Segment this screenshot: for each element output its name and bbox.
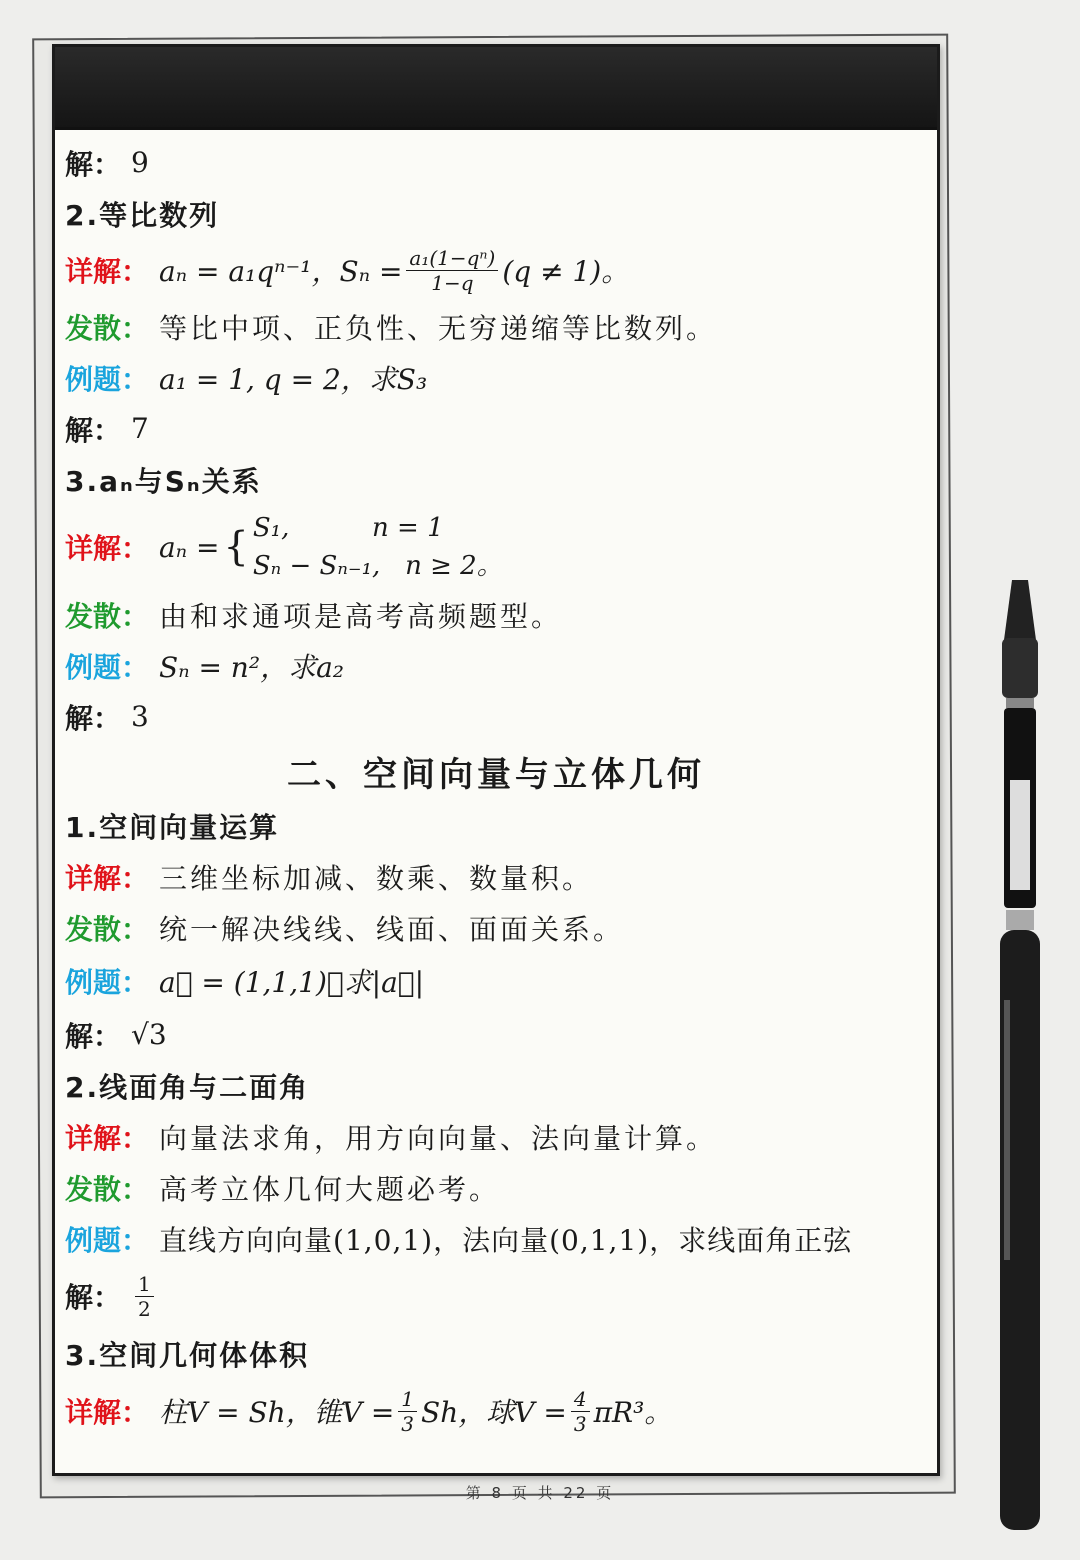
spread-line xyxy=(65,902,927,953)
detail-line xyxy=(65,851,927,902)
solution-value: 9 xyxy=(131,146,149,179)
example-line xyxy=(65,352,927,403)
example-text: a⃗ = (1,1,1)，求|a⃗| xyxy=(159,966,425,999)
detail-label: 详解： xyxy=(65,1396,150,1429)
spread-text: 高考立体几何大题必考。 xyxy=(159,1172,501,1206)
piecewise-formula xyxy=(219,509,502,585)
example-line xyxy=(65,1213,927,1264)
detail-line xyxy=(65,239,927,301)
fraction-numerator: 1 xyxy=(135,1272,154,1297)
notepad-page xyxy=(52,44,940,1476)
detail-label: 详解： xyxy=(65,861,150,895)
detail-text: 三维坐标加减、数乘、数量积。 xyxy=(159,861,594,895)
fraction-denominator: 1−q xyxy=(431,270,474,295)
detail-label: 详解： xyxy=(65,255,150,288)
solution-label: 解： xyxy=(65,1019,122,1053)
solution-value: √3 xyxy=(131,1018,167,1051)
formula-text: Sh，球V = xyxy=(421,1396,567,1429)
formula-text: πR³。 xyxy=(593,1396,673,1429)
solution-line xyxy=(65,691,927,742)
example-label: 例题： xyxy=(65,650,150,684)
piecewise-row: S₁, n = 1 xyxy=(252,513,444,543)
detail-label: 详解： xyxy=(65,1121,150,1155)
solution-line xyxy=(65,1009,927,1060)
spread-label: 发散： xyxy=(65,912,150,946)
spread-line xyxy=(65,1162,927,1213)
example-line xyxy=(65,640,927,691)
piecewise-row: Sₙ − Sₙ₋₁, n ≥ 2。 xyxy=(252,551,503,581)
solution-label: 解： xyxy=(65,413,122,447)
detail-line xyxy=(65,505,927,589)
fraction xyxy=(406,246,498,295)
topic-heading: 1.空间向量运算 xyxy=(65,810,280,844)
fraction-denominator: 3 xyxy=(401,1411,415,1436)
spread-text: 等比中项、正负性、无穷递缩等比数列。 xyxy=(159,311,718,345)
solution-label: 解： xyxy=(65,147,122,181)
topic-heading: 2.等比数列 xyxy=(65,198,220,232)
notepad-header-bar xyxy=(55,47,937,130)
solution-label: 解： xyxy=(65,1281,122,1314)
solution-value: 7 xyxy=(131,412,149,445)
fraction-numerator: 1 xyxy=(398,1387,417,1412)
solution-line xyxy=(65,403,927,454)
example-text: a₁ = 1, q = 2，求S₃ xyxy=(159,362,428,396)
solution-label: 解： xyxy=(65,701,122,735)
spread-text: 由和求通项是高考高频题型。 xyxy=(159,599,563,633)
detail-line xyxy=(65,1111,927,1162)
page-content xyxy=(65,137,927,1443)
formula-text: aₙ = xyxy=(159,530,220,564)
solution-value: 3 xyxy=(131,700,149,733)
example-text: Sₙ = n²，求a₂ xyxy=(159,650,344,684)
detail-label: 详解： xyxy=(65,532,150,565)
brace-symbol: { xyxy=(223,524,249,570)
page-footer: 第 8 页 共 22 页 xyxy=(465,1484,615,1502)
section-title: 二、空间向量与立体几何 xyxy=(287,754,705,795)
fraction-denominator: 2 xyxy=(138,1296,151,1321)
spread-line xyxy=(65,301,927,352)
fraction-numerator: a₁(1−qⁿ) xyxy=(406,246,498,271)
topic-heading: 3.空间几何体体积 xyxy=(65,1338,310,1372)
spread-label: 发散： xyxy=(65,599,150,633)
pen-image xyxy=(990,580,1050,1560)
formula-text: aₙ = a₁qⁿ⁻¹，Sₙ = xyxy=(159,255,403,288)
solution-line xyxy=(65,1264,927,1328)
example-label: 例题： xyxy=(65,1223,150,1257)
spread-label: 发散： xyxy=(65,1172,150,1206)
fraction-denominator: 3 xyxy=(573,1411,587,1436)
fraction-numerator: 4 xyxy=(571,1387,590,1412)
example-text: 直线方向向量(1,0,1)，法向量(0,1,1)，求线面角正弦 xyxy=(159,1223,853,1257)
topic-heading: 2.线面角与二面角 xyxy=(65,1070,310,1104)
example-line xyxy=(65,953,927,1009)
fraction xyxy=(135,1272,154,1321)
example-label: 例题： xyxy=(65,362,150,396)
formula-text: (q ≠ 1)。 xyxy=(502,255,630,288)
detail-line xyxy=(65,1379,927,1443)
example-label: 例题： xyxy=(65,966,150,999)
formula-text: 柱V = Sh，锥V = xyxy=(159,1396,395,1429)
solution-line xyxy=(65,137,927,188)
spread-line xyxy=(65,589,927,640)
spread-label: 发散： xyxy=(65,311,150,345)
fraction xyxy=(571,1387,590,1436)
detail-text: 向量法求角，用方向向量、法向量计算。 xyxy=(159,1121,718,1155)
spread-text: 统一解决线线、线面、面面关系。 xyxy=(159,912,625,946)
fraction xyxy=(398,1387,417,1436)
topic-heading: 3.aₙ与Sₙ关系 xyxy=(65,464,262,498)
